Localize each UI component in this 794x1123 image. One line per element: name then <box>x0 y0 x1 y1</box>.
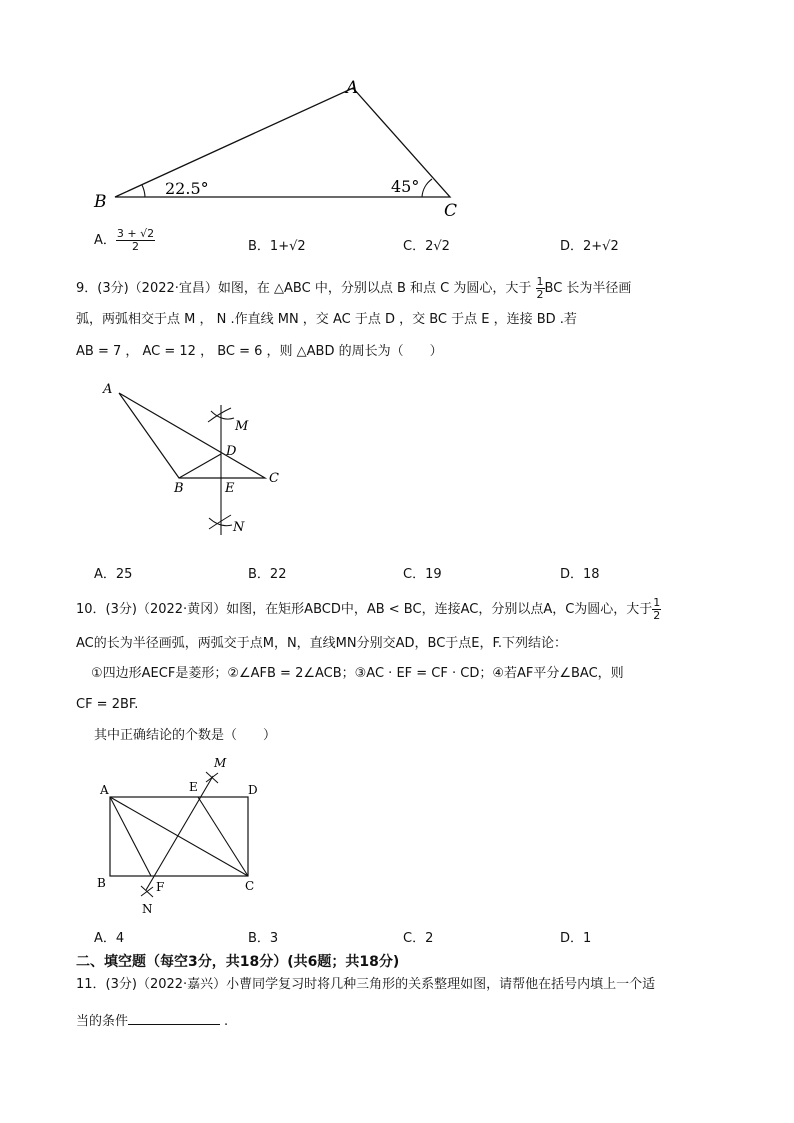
q10-label-d: D <box>248 783 258 797</box>
option-a-fraction <box>116 228 155 253</box>
q10-label-a: A <box>100 783 109 797</box>
q9-triangle <box>119 393 265 478</box>
q11-line-2-suffix: . <box>224 1014 229 1029</box>
q10-option-b: B．3 <box>248 931 279 946</box>
q9-frac-num: 1 <box>536 275 544 288</box>
q10-label-e: E <box>189 780 198 794</box>
q8-option-d: D．2+√2 <box>560 239 619 254</box>
q10-label-b: B <box>97 876 106 890</box>
q9-line-1-a: 9．(3分)（2022·宜昌）如图，在 △ABC 中，分别以点 B 和点 C 为圆心，大于 <box>76 281 532 296</box>
angle-b-arc <box>142 185 145 197</box>
q9-label-c: C <box>269 471 279 486</box>
angle-c-label: 45° <box>391 177 420 196</box>
section-2-heading: 二、填空题（每空3分，共18分）(共6题；共18分) <box>76 954 400 970</box>
q10-line-ec <box>198 797 248 876</box>
label-a: A <box>346 78 359 98</box>
q9-label-b: B <box>174 481 184 496</box>
q10-label-n: N <box>142 902 153 916</box>
q9-line-bd <box>179 454 221 478</box>
q9-arc-m-2 <box>208 408 231 422</box>
q10-option-d: D．1 <box>560 931 592 946</box>
q10-line-2: AC的长为半径画弧，两弧交于点M，N，直线MN分别交AD，BC于点E，F.下列结论： <box>76 636 568 651</box>
q9-option-a: A．25 <box>94 567 133 582</box>
q10-fraction <box>652 597 661 622</box>
q9-arc-n-2 <box>209 515 231 529</box>
q10-frac-den: 2 <box>653 609 661 622</box>
q10-label-m: M <box>214 756 227 770</box>
q9-option-d: D．18 <box>560 567 600 582</box>
q9-frac-den: 2 <box>536 288 544 301</box>
q9-line-2: 弧，两弧相交于点 M ， N .作直线 MN ，交 AC 于点 D ，交 BC 于点 E ，连接 BD .若 <box>76 312 577 327</box>
q9-fraction <box>536 276 545 301</box>
q10-line-4: CF = 2BF. <box>76 697 139 712</box>
q8-option-a <box>94 228 155 253</box>
q10-label-c: C <box>245 879 255 893</box>
q10-option-c: C．2 <box>403 931 434 946</box>
q9-label-a: A <box>103 382 113 397</box>
q10-line-mn <box>146 776 213 890</box>
label-c: C <box>444 201 458 220</box>
q10-figure <box>90 752 280 922</box>
q10-frac-num: 1 <box>653 596 661 609</box>
q9-option-c: C．19 <box>403 567 442 582</box>
q9-label-m: M <box>235 419 249 434</box>
q9-line-1-b: BC 长为半径画 <box>544 281 632 296</box>
q9-label-d: D <box>226 444 237 459</box>
q9-line-3: AB = 7 ， AC = 12 ， BC = 6 ，则 △ABD 的周长为（ ） <box>76 344 443 359</box>
angle-c-arc <box>422 179 432 197</box>
angle-b-label: 22.5° <box>165 179 209 198</box>
q11-line-2-prefix: 当的条件 <box>76 1014 129 1029</box>
q9-line-1 <box>76 276 631 301</box>
q9-label-e: E <box>225 481 235 496</box>
option-a-denominator: 2 <box>132 240 140 253</box>
option-a-numerator: 3 + √2 <box>116 227 155 240</box>
q9-option-b: B．22 <box>248 567 287 582</box>
q10-cross-m-2 <box>206 773 218 782</box>
q10-option-a: A．4 <box>94 931 125 946</box>
q8-option-b: B．1+√2 <box>248 239 306 254</box>
q10-line-5: 其中正确结论的个数是（ ） <box>94 728 277 743</box>
q8-option-c: C．2√2 <box>403 239 450 254</box>
q10-line-1-a: 10．(3分)（2022·黄冈）如图，在矩形ABCD中，AB < BC，连接AC，分别以点A，C为圆心，大于 <box>76 602 653 617</box>
q11-line-1: 11．(3分)（2022·嘉兴）小曹同学复习时将几种三角形的关系整理如图，请帮他在括号内填上一个适 <box>76 977 656 992</box>
option-a-prefix: A． <box>94 233 116 248</box>
label-b: B <box>94 192 107 212</box>
q11-line-2 <box>76 1012 228 1030</box>
q9-label-n: N <box>233 520 245 535</box>
q10-line-1 <box>76 597 661 622</box>
q8-triangle-figure <box>80 70 480 220</box>
q11-answer-blank[interactable] <box>128 1012 220 1025</box>
q9-figure <box>95 375 295 550</box>
q10-line-3: ①四边形AECF是菱形；②∠AFB = 2∠ACB；③AC · EF = CF · CD；④若AF平分∠BAC，则 <box>91 666 624 681</box>
q10-label-f: F <box>156 880 165 894</box>
